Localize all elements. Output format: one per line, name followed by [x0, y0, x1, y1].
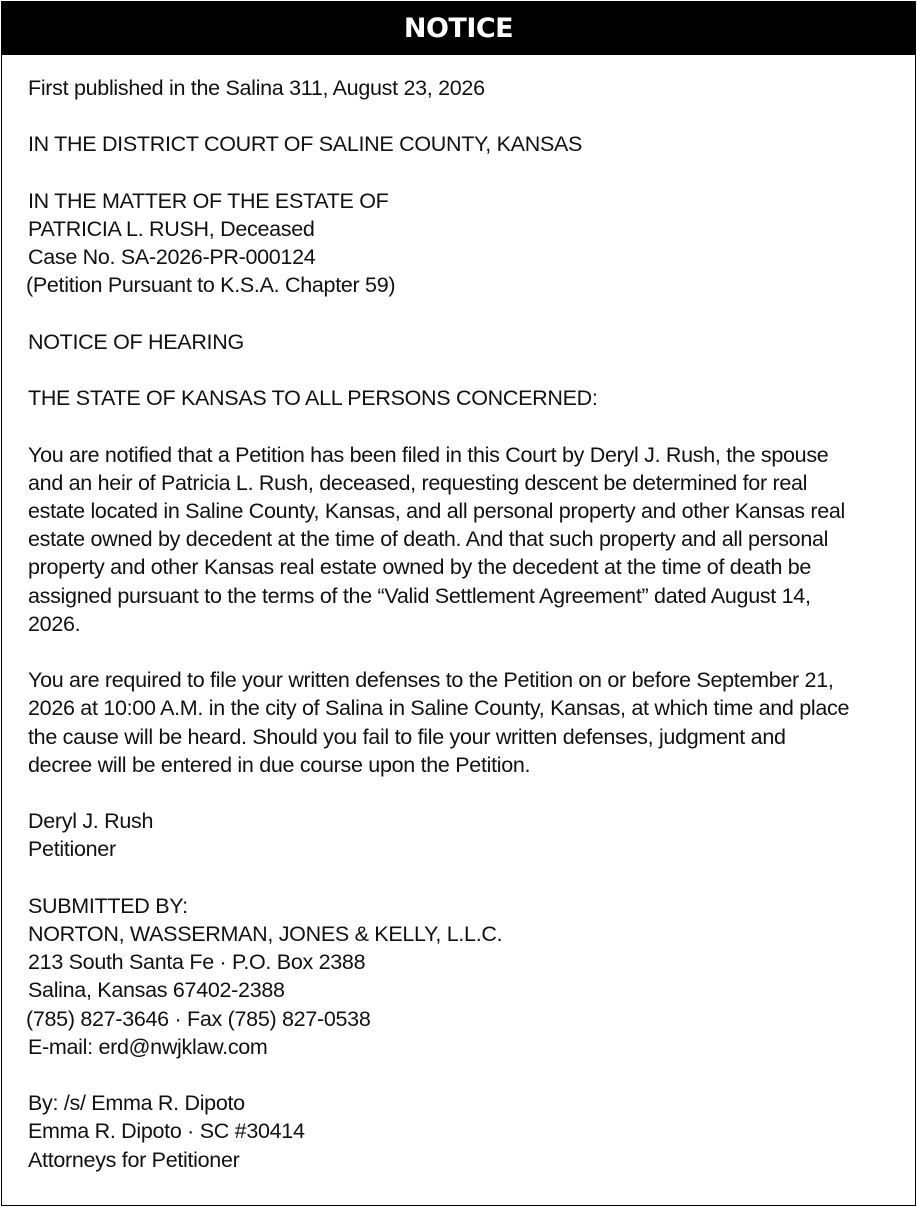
notice-body: [2, 55, 915, 1174]
petition-paragraph: [28, 441, 891, 638]
signature-block: [28, 1089, 891, 1174]
notice-title: NOTICE: [403, 13, 514, 44]
court-heading: [28, 130, 891, 158]
petitioner-role: Petitioner: [28, 837, 116, 862]
defenses-paragraph: [28, 666, 891, 779]
paragraph-line: 2026 at 10:00 A.M. in the city of Salina in Saline County, Kansas, at which time and place: [28, 696, 850, 721]
paragraph-line: the cause will be heard. Should you fail to file your written defenses, judgment and: [28, 724, 786, 749]
address-line: [28, 384, 891, 412]
attorney-name: Emma R. Dipoto · SC #30414: [28, 1119, 305, 1144]
petitioner-name: Deryl J. Rush: [28, 809, 154, 834]
paragraph-line: and an heir of Patricia L. Rush, deceased, requesting descent be determined for real: [28, 470, 808, 495]
court-text: IN THE DISTRICT COURT OF SALINE COUNTY, KANSAS: [28, 132, 583, 157]
attorney-role: Attorneys for Petitioner: [28, 1147, 240, 1172]
matter-line-2: PATRICIA L. RUSH, Deceased: [28, 216, 315, 241]
firm-email: E-mail: erd@nwjklaw.com: [28, 1034, 268, 1059]
notice-of-hearing-text: NOTICE OF HEARING: [28, 329, 244, 354]
paragraph-line: 2026.: [28, 611, 81, 636]
address-text: THE STATE OF KANSAS TO ALL PERSONS CONCERNED:: [28, 386, 598, 411]
paragraph-line: estate located in Saline County, Kansas, and all personal property and other Kansas real: [28, 498, 846, 523]
submitted-label: SUBMITTED BY:: [28, 893, 188, 918]
paragraph-line: You are required to file your written defenses to the Petition on or before September 21,: [28, 668, 834, 693]
paragraph-line: estate owned by decedent at the time of death. And that such property and all personal: [28, 527, 829, 552]
case-number: Case No. SA-2026-PR-000124: [28, 245, 316, 270]
firm-address-1: 213 South Santa Fe · P.O. Box 2388: [28, 950, 366, 975]
paragraph-line: assigned pursuant to the terms of the “Valid Settlement Agreement” dated August 14,: [28, 583, 811, 608]
publication-line: [28, 74, 891, 102]
matter-line-1: IN THE MATTER OF THE ESTATE OF: [28, 188, 389, 213]
paragraph-line: You are notified that a Petition has been filed in this Court by Deryl J. Rush, the spouse: [28, 442, 829, 467]
notice-header: [2, 2, 915, 55]
firm-address-2: Salina, Kansas 67402-2388: [28, 978, 285, 1003]
signature-by: By: /s/ Emma R. Dipoto: [28, 1091, 245, 1116]
paragraph-line: property and other Kansas real estate owned by the decedent at the time of death be: [28, 555, 812, 580]
submitted-by-block: [28, 892, 891, 1061]
paragraph-line: decree will be entered in due course upon the Petition.: [28, 752, 531, 777]
notice-of-hearing-heading: [28, 328, 891, 356]
legal-notice: [1, 1, 916, 1206]
law-firm-name: NORTON, WASSERMAN, JONES & KELLY, L.L.C.: [28, 921, 503, 946]
publication-text: First published in the Salina 311, August 23, 2026: [28, 76, 485, 100]
petitioner-block: [28, 807, 891, 863]
case-caption: [28, 187, 891, 300]
firm-phone: (785) 827-3646 · Fax (785) 827-0538: [26, 1006, 371, 1031]
petition-reference: (Petition Pursuant to K.S.A. Chapter 59): [26, 273, 396, 298]
